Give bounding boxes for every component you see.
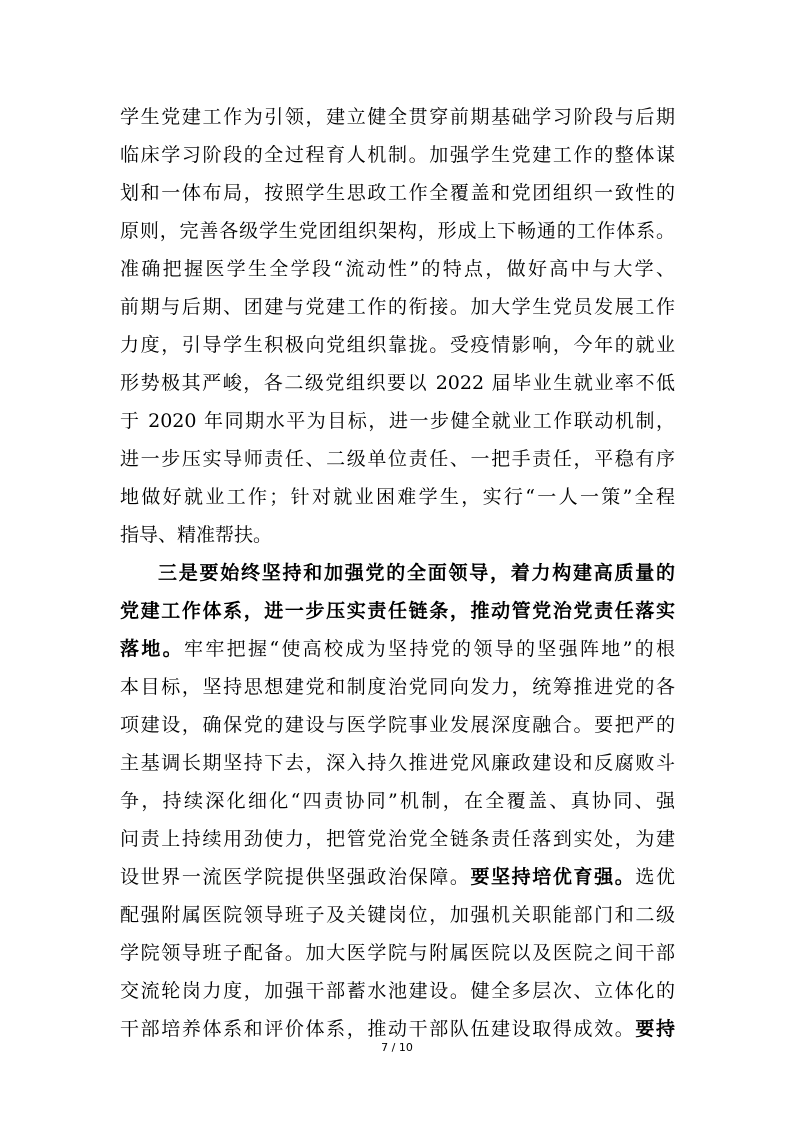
- text-line: [120, 744, 675, 782]
- text-run: 项建设，确保党的建设与医学院事业发展深度融合。要把严的: [120, 714, 675, 736]
- text-run: 问责上持续用劲使力，把管党治党全链条责任落到实处，为建: [120, 828, 675, 850]
- text-line: [120, 174, 675, 212]
- text-run: 学院领导班子配备。加大医学院与附属医院以及医院之间干部: [120, 942, 675, 964]
- text-run: 主基调长期坚持下去，深入持久推进党风廉政建设和反腐败斗: [120, 752, 675, 774]
- text-run: 本目标，坚持思想建党和制度治党同向发力，统筹推进党的各: [120, 676, 675, 698]
- text-line: [120, 478, 675, 516]
- text-run: 地做好就业工作；针对就业困难学生，实行“一人一策”全程: [120, 486, 675, 508]
- text-line: [120, 212, 675, 250]
- text-line: [120, 440, 675, 478]
- text-run: 进一步压实导师责任、二级单位责任、一把手责任，平稳有序: [120, 448, 675, 470]
- bold-text-run: 三是要始终坚持和加强党的全面领导，着力构建高质量的: [158, 562, 675, 584]
- bold-text-run: 党建工作体系，进一步压实责任链条，推动管党治党责任落实: [120, 600, 675, 622]
- text-run: 干部培养体系和评价体系，推动干部队伍建设取得成效。: [120, 1018, 636, 1040]
- bold-text-run: 落地。: [120, 638, 184, 660]
- text-line: [120, 402, 675, 440]
- text-run: 学生党建工作为引领，建立健全贯穿前期基础学习阶段与后期: [120, 106, 675, 128]
- bold-text-run: 要持: [635, 1018, 675, 1040]
- text-line: [120, 668, 675, 706]
- text-run: 争，持续深化细化“四责协同”机制，在全覆盖、真协同、强: [120, 790, 675, 812]
- text-line: [120, 516, 675, 554]
- text-line: [120, 136, 675, 174]
- text-line: [120, 972, 675, 1010]
- text-run: 指导、精准帮扶。: [120, 524, 273, 546]
- text-line: [120, 630, 675, 668]
- text-run: 选优: [635, 866, 675, 888]
- text-run: 力度，引导学生积极向党组织靠拢。受疫情影响，今年的就业: [120, 334, 675, 356]
- text-line: [120, 288, 675, 326]
- text-run: 划和一体布局，按照学生思政工作全覆盖和党团组织一致性的: [120, 182, 675, 204]
- text-run: 原则，完善各级学生党团组织架构，形成上下畅通的工作体系。: [120, 220, 675, 242]
- text-run: 设世界一流医学院提供坚强政治保障。: [120, 866, 471, 888]
- text-line: [120, 858, 675, 896]
- text-run: 交流轮岗力度，加强干部蓄水池建设。健全多层次、立体化的: [120, 980, 675, 1002]
- text-run: 前期与后期、团建与党建工作的衔接。加大学生党员发展工作: [120, 296, 675, 318]
- text-line: [120, 820, 675, 858]
- text-line: [120, 782, 675, 820]
- page-number: 7 / 10: [381, 1041, 413, 1054]
- text-line: [120, 250, 675, 288]
- bold-text-run: 要坚持培优育强。: [470, 866, 636, 888]
- text-line: [120, 934, 675, 972]
- text-run: 形势极其严峻，各二级党组织要以 2022 届毕业生就业率不低: [120, 372, 675, 394]
- text-line: [120, 554, 675, 592]
- text-line: [120, 896, 675, 934]
- text-line: [120, 592, 675, 630]
- document-body: [120, 98, 675, 1048]
- text-line: [120, 364, 675, 402]
- text-run: 配强附属医院领导班子及关键岗位，加强机关职能部门和二级: [120, 904, 675, 926]
- text-line: [120, 326, 675, 364]
- text-run: 于 2020 年同期水平为目标，进一步健全就业工作联动机制，: [120, 410, 675, 432]
- text-line: [120, 706, 675, 744]
- text-line: [120, 98, 675, 136]
- text-run: 临床学习阶段的全过程育人机制。加强学生党建工作的整体谋: [120, 144, 675, 166]
- text-run: 牢牢把握“使高校成为坚持党的领导的坚强阵地”的根: [184, 638, 675, 660]
- text-run: 准确把握医学生全学段“流动性”的特点，做好高中与大学、: [120, 258, 675, 280]
